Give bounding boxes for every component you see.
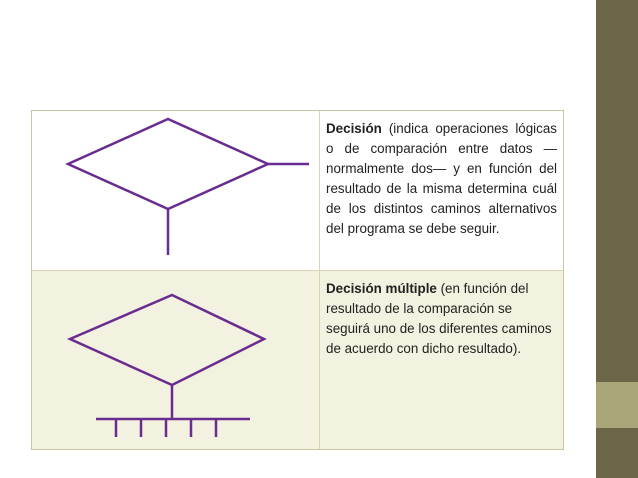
multiple-decision-diamond-shape (70, 295, 264, 385)
decision-diamond-shape (68, 119, 268, 209)
multiple-decision-diamond-icon (32, 271, 320, 449)
decision-description (320, 111, 563, 270)
decision-title: Decisión (326, 121, 382, 136)
symbol-table (31, 110, 564, 450)
decision-symbol-cell (32, 111, 320, 270)
sidebar-decoration (596, 0, 638, 478)
table-row-decision (32, 111, 563, 271)
multiple-decision-text: (en función del resultado de la comparación se seguirá uno de los diferentes caminos de acuerdo con dicho resultado). (326, 281, 552, 356)
decision-text: (indica operaciones lógicas o de comparación entre datos —normalmente dos— y en función del resultado de la misma determina cuál de los distintos caminos alternativos del programa se debe seguir. (326, 121, 557, 236)
sidebar-accent (596, 382, 638, 428)
table-row-multiple-decision (32, 271, 563, 449)
multiple-decision-title: Decisión múltiple (326, 281, 437, 296)
decision-diamond-icon (32, 111, 320, 271)
multiple-decision-symbol-cell (32, 271, 320, 449)
multiple-decision-description (320, 271, 563, 449)
